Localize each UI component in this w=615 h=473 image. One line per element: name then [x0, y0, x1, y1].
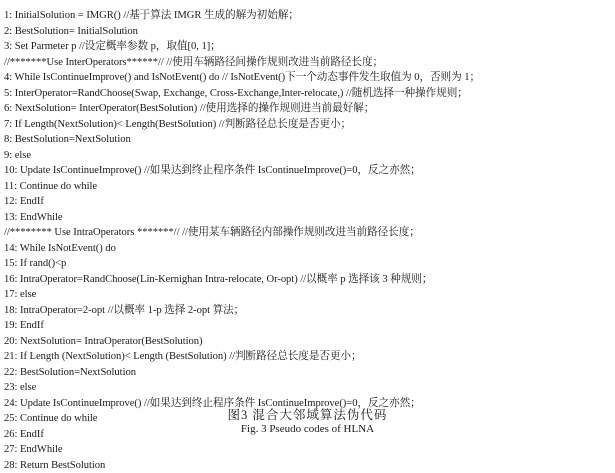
code-line: 14: While IsNotEvent() do: [4, 241, 612, 257]
figure-caption-english: Fig. 3 Pseudo codes of HLNA: [0, 423, 615, 435]
code-line: 27: EndWhile: [4, 442, 612, 458]
code-line: 23: else: [4, 380, 612, 396]
code-line: 4: While IsContinueImprove() and IsNotEvent() do // IsNotEvent()下一个动态事件发生取值为 0，否则为 1；: [4, 70, 612, 86]
code-line: 9: else: [4, 148, 612, 164]
code-line: //******** Use IntraOperators *******// //使用某车辆路径内部操作规则改进当前路径长度；: [4, 225, 612, 241]
pseudocode-block: [4, 8, 612, 473]
code-line: 19: EndIf: [4, 318, 612, 334]
code-line: 1: InitialSolution = IMGR() //基于算法 IMGR 生成的解为初始解；: [4, 8, 612, 24]
code-line: 18: IntraOperator=2-opt //以概率 1-p 选择 2-opt 算法；: [4, 303, 612, 319]
code-line: 2: BestSolution= InitialSolution: [4, 24, 612, 40]
code-line: 7: If Length(NextSolution)< Length(BestSolution) //判断路径总长度是否更小；: [4, 117, 612, 133]
code-line: 25: Continue do while: [4, 411, 612, 427]
code-line: 12: EndIf: [4, 194, 612, 210]
code-line: 22: BestSolution=NextSolution: [4, 365, 612, 381]
code-line: 10: Update IsContinueImprove() //如果达到终止程序条件 IsContinueImprove()=0，反之亦然；: [4, 163, 612, 179]
code-line: 28: Return BestSolution: [4, 458, 612, 473]
code-line: 3: Set Parmeter p //设定概率参数 p，取值[0, 1]；: [4, 39, 612, 55]
code-line: 15: If rand()<p: [4, 256, 612, 272]
code-line: 5: InterOperator=RandChoose(Swap, Exchange, Cross-Exchange,Inter-relocate,) //随机选择一种操作规则；: [4, 86, 612, 102]
code-line: 20: NextSolution= IntraOperator(BestSolution): [4, 334, 612, 350]
figure-caption-chinese: 图3 混合大邻域算法伪代码: [0, 405, 615, 423]
code-line: 8: BestSolution=NextSolution: [4, 132, 612, 148]
code-line: 21: If Length (NextSolution)< Length (BestSolution) //判断路径总长度是否更小；: [4, 349, 612, 365]
code-line: //*******Use InterOperators******// //使用车辆路径间操作规则改进当前路径长度；: [4, 55, 612, 71]
code-line: 26: EndIf: [4, 427, 612, 443]
code-line: 11: Continue do while: [4, 179, 612, 195]
code-line: 17: else: [4, 287, 612, 303]
code-line: 16: IntraOperator=RandChoose(Lin-Kernighan Intra-relocate, Or-opt) //以概率 p 选择该 3 种规则；: [4, 272, 612, 288]
code-line: 6: NextSolution= InterOperator(BestSolution) //使用选择的操作规则进当前最好解；: [4, 101, 612, 117]
code-line: 13: EndWhile: [4, 210, 612, 226]
code-line: 24: Update IsContinueImprove() //如果达到终止程序条件 IsContinueImprove()=0，反之亦然；: [4, 396, 612, 412]
